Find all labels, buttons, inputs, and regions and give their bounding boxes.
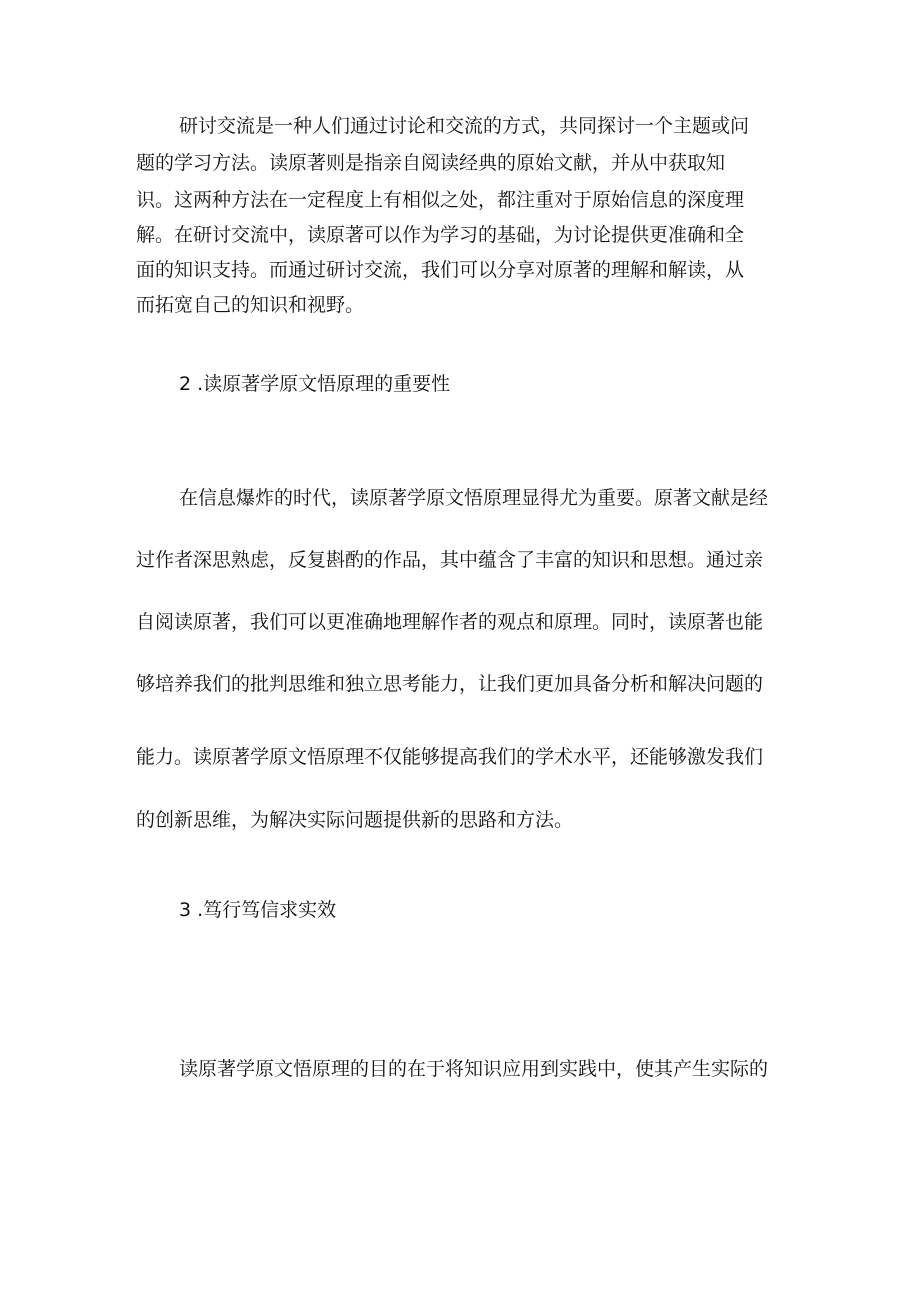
paragraph-1-line-1: 研讨交流是一种人们通过讨论和交流的方式，共同探讨一个主题或问 bbox=[179, 115, 750, 137]
paragraph-1-line-5: 面的知识支持。而通过研讨交流，我们可以分享对原著的理解和解读，从 bbox=[136, 259, 745, 281]
section-heading-3: 3 .笃行笃信求实效 bbox=[179, 899, 337, 921]
paragraph-3-line-1: 读原著学原文悟原理的目的在于将知识应用到实践中，使其产生实际的 bbox=[179, 1058, 769, 1080]
paragraph-1-line-3: 识。这两种方法在一定程度上有相似之处，都注重对于原始信息的深度理 bbox=[136, 189, 745, 211]
paragraph-1-line-2: 题的学习方法。读原著则是指亲自阅读经典的原始文献，并从中获取知 bbox=[136, 152, 726, 174]
paragraph-2-line-2: 过作者深思熟虑，反复斟酌的作品，其中蕴含了丰富的知识和思想。通过亲 bbox=[136, 549, 764, 571]
paragraph-2-line-6: 的创新思维，为解决实际问题提供新的思路和方法。 bbox=[136, 809, 574, 831]
paragraph-1-line-6: 而拓宽自己的知识和视野。 bbox=[136, 294, 365, 316]
paragraph-2-line-3: 自阅读原著，我们可以更准确地理解作者的观点和原理。同时，读原著也能 bbox=[136, 611, 764, 633]
paragraph-2-line-1: 在信息爆炸的时代，读原著学原文悟原理显得尤为重要。原著文献是经 bbox=[179, 487, 769, 509]
paragraph-2-line-5: 能力。读原著学原文悟原理不仅能够提高我们的学术水平，还能够激发我们 bbox=[136, 746, 764, 768]
section-heading-2: 2 .读原著学原文悟原理的重要性 bbox=[179, 373, 451, 395]
paragraph-2-line-4: 够培养我们的批判思维和独立思考能力，让我们更加具备分析和解决问题的 bbox=[136, 673, 764, 695]
paragraph-1-line-4: 解。在研讨交流中，读原著可以作为学习的基础，为讨论提供更准确和全 bbox=[136, 224, 745, 246]
